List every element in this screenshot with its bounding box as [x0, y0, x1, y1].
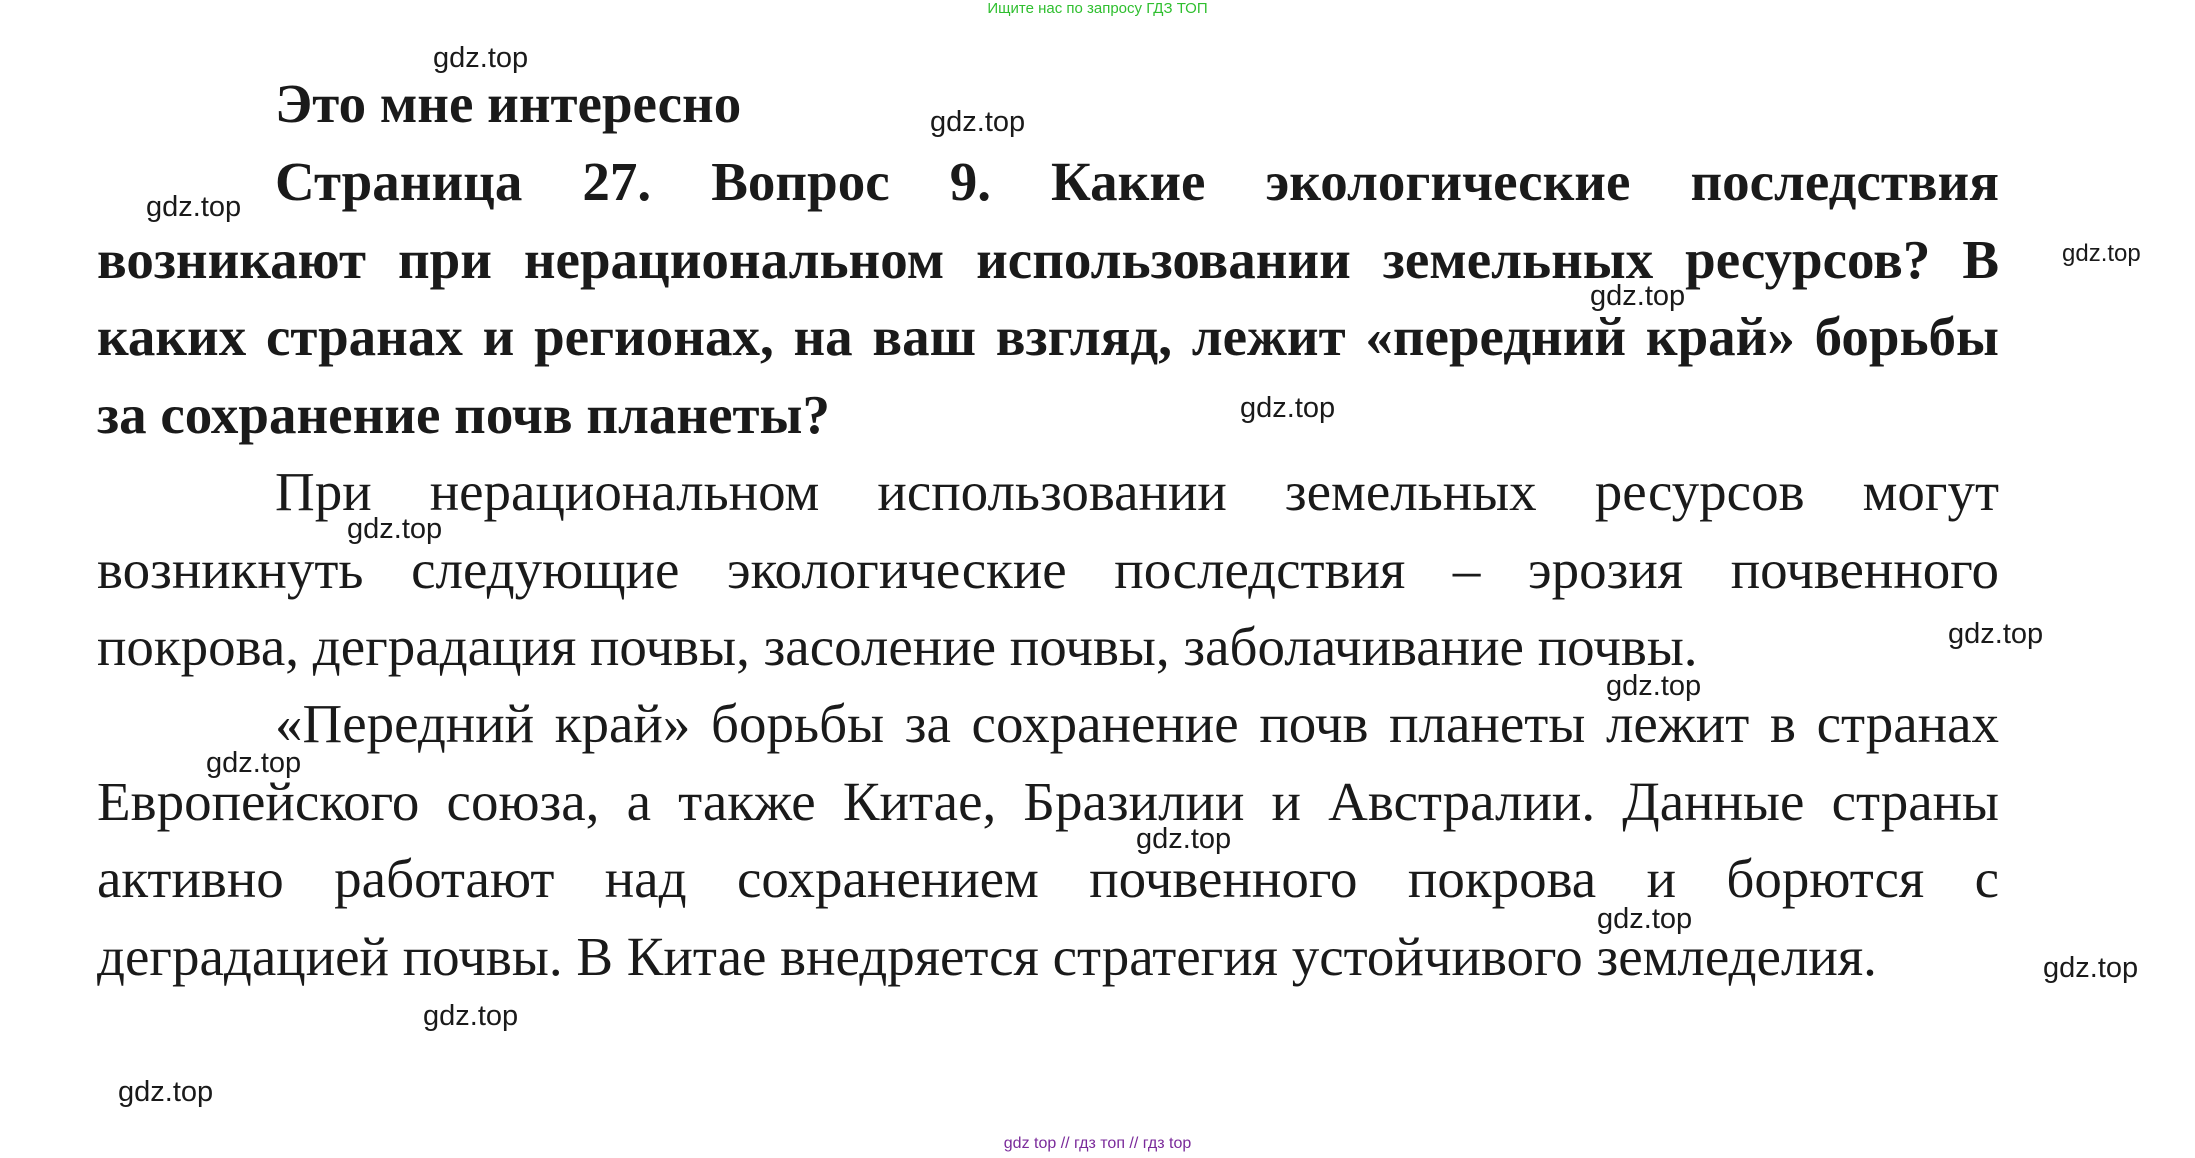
watermark: gdz.top [146, 191, 242, 223]
top-banner: Ищите нас по запросу ГДЗ ТОП [987, 0, 1208, 17]
watermark: gdz.top [347, 513, 443, 545]
watermark: gdz.top [423, 1000, 519, 1032]
watermark: gdz.top [2043, 952, 2139, 984]
answer-paragraph-1: При нерациональном использовании земельных ресурсов могут возникнуть следующие экологические последствия – эрозия почвенного покрова, деградация почвы, засоление почвы, заболачивание почвы. [97, 461, 1999, 677]
watermark: gdz.top [433, 42, 529, 74]
watermark: gdz.top [1597, 903, 1693, 935]
watermark: gdz.top [2062, 240, 2141, 267]
watermark: gdz.top [1590, 280, 1686, 312]
watermark: gdz.top [1136, 823, 1232, 855]
watermark: gdz.top [1240, 392, 1336, 424]
question-text: Страница 27. Вопрос 9. Какие экологические последствия возникают при нерациональном использовании земельных ресурсов? В каких странах и регионах, на ваш взгляд, лежит «передний край» борьбы за сохранение почв планеты? [97, 151, 1999, 445]
watermark: gdz.top [118, 1076, 214, 1108]
watermark: gdz.top [1948, 618, 2044, 650]
section-title: Это мне интересно [275, 73, 742, 134]
watermark: gdz.top [930, 106, 1026, 138]
watermark: gdz.top [1606, 670, 1702, 702]
bottom-footer: gdz top // гдз топ // гдз top [1003, 1135, 1192, 1152]
watermark: gdz.top [206, 747, 302, 779]
answer-paragraph-2: «Передний край» борьбы за сохранение почв планеты лежит в странах Европейского союза, а также Китае, Бразилии и Австралии. Данные страны активно работают над сохранением почвенного покрова и борются с деградацией почвы. В Китае внедряется стратегия устойчивого земледелия. [97, 693, 1999, 987]
